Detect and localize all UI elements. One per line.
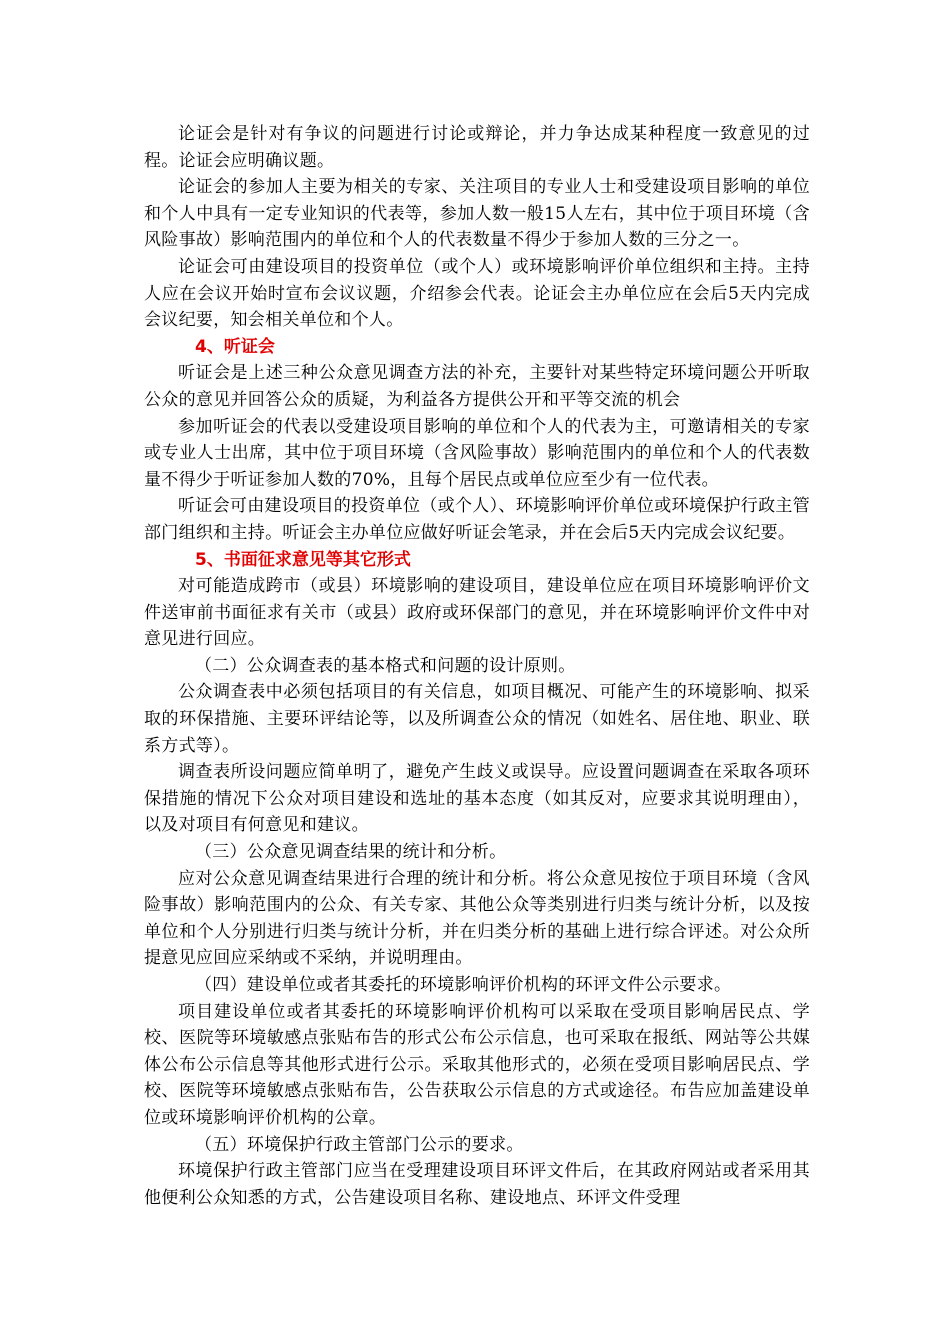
subsection-authority-publicity: （五）环境保护行政主管部门公示的要求。 bbox=[195, 1134, 524, 1155]
paragraph-public-hearing-definition: 听证会是上述三种公众意见调查方法的补充，主要针对某些特定环境问题公开听取公众的意见并回答公众的质疑，为利益各方提供公开和平等交流的机会 bbox=[144, 363, 810, 410]
paragraph-survey-analysis: 应对公众意见调查结果进行合理的统计和分析。将公众意见按位于项目环境（含风险事故）影响范围内的公众、有关专家、其他公众等类别进行归类与统计分析，以及按单位和个人分别进行归类与统计分析，并在归类分析的基础上进行综合评述。对公众所提意见应回应采纳或不采纳，并说明理由。 bbox=[144, 868, 810, 969]
section-heading-hearing: 4、听证会 bbox=[195, 336, 275, 357]
paragraph-authority-publicity: 环境保护行政主管部门应当在受理建设项目环评文件后，在其政府网站或者采用其他便利公众知悉的方式，公告建设项目名称、建设地点、环评文件受理 bbox=[144, 1161, 810, 1208]
subsection-survey-statistics: （三）公众意见调查结果的统计和分析。 bbox=[195, 842, 507, 863]
paragraph-publicity-methods: 项目建设单位或者其委托的环境影响评价机构可以采取在受项目影响居民点、学校、医院等环境敏感点张贴布告的形式公布公示信息，也可采取在报纸、网站等公共媒体公布公示信息等其他形式进行公示。采取其他形式的，必须在受项目影响居民点、学校、医院等环境敏感点张贴布告，公告获取公示信息的方式或途径。布告应加盖建设单位或环境影响评价机构的公章。 bbox=[144, 1001, 810, 1128]
paragraph-public-hearing-representatives: 参加听证会的代表以受建设项目影响的单位和个人的代表为主，可邀请相关的专家或专业人士出席，其中位于项目环境（含风险事故）影响范围内的单位和个人的代表数量不得少于听证参加人数的70%，且每个居民点或单位应至少有一位代表。 bbox=[144, 416, 810, 490]
paragraph-survey-contents: 公众调查表中必须包括项目的有关信息，如项目概况、可能产生的环境影响、拟采取的环保措施、主要环评结论等，以及所调查公众的情况（如姓名、居住地、职业、联系方式等）。 bbox=[144, 682, 810, 756]
document-body bbox=[144, 121, 810, 1211]
paragraph-written-opinions: 对可能造成跨市（或县）环境影响的建设项目，建设单位应在项目环境影响评价文件送审前书面征求有关市（或县）政府或环保部门的意见，并在环境影响评价文件中对意见进行回应。 bbox=[144, 576, 810, 650]
paragraph-hearing-organizer: 论证会可由建设项目的投资单位（或个人）或环境影响评价单位组织和主持。主持人应在会议开始时宣布会议议题，介绍参会代表。论证会主办单位应在会后5天内完成会议纪要，知会相关单位和个人。 bbox=[144, 256, 810, 331]
paragraph-hearing-participants: 论证会的参加人主要为相关的专家、关注项目的专业人士和受建设项目影响的单位和个人中具有一定专业知识的代表等，参加人数一般15人左右，其中位于项目环境（含风险事故）影响范围内的单位和个人的代表数量不得少于参加人数的三分之一。 bbox=[144, 177, 810, 251]
subsection-survey-format: （二）公众调查表的基本格式和问题的设计原则。 bbox=[195, 655, 576, 676]
paragraph-hearing-definition: 论证会是针对有争议的问题进行讨论或辩论，并力争达成某种程度一致意见的过程。论证会应明确议题。 bbox=[144, 124, 810, 171]
paragraph-public-hearing-organizer: 听证会可由建设项目的投资单位（或个人）、环境影响评价单位或环境保护行政主管部门组织和主持。听证会主办单位应做好听证会笔录，并在会后5天内完成会议纪要。 bbox=[144, 496, 810, 543]
paragraph-survey-questions: 调查表所设问题应简单明了，避免产生歧义或误导。应设置问题调查在采取各项环保措施的情况下公众对项目建设和选址的基本态度（如其反对，应要求其说明理由），以及对项目有何意见和建议。 bbox=[144, 762, 810, 836]
subsection-publicity-requirements: （四）建设单位或者其委托的环境影响评价机构的环评文件公示要求。 bbox=[195, 975, 732, 995]
section-heading-written-opinions: 5、书面征求意见等其它形式 bbox=[195, 549, 411, 570]
